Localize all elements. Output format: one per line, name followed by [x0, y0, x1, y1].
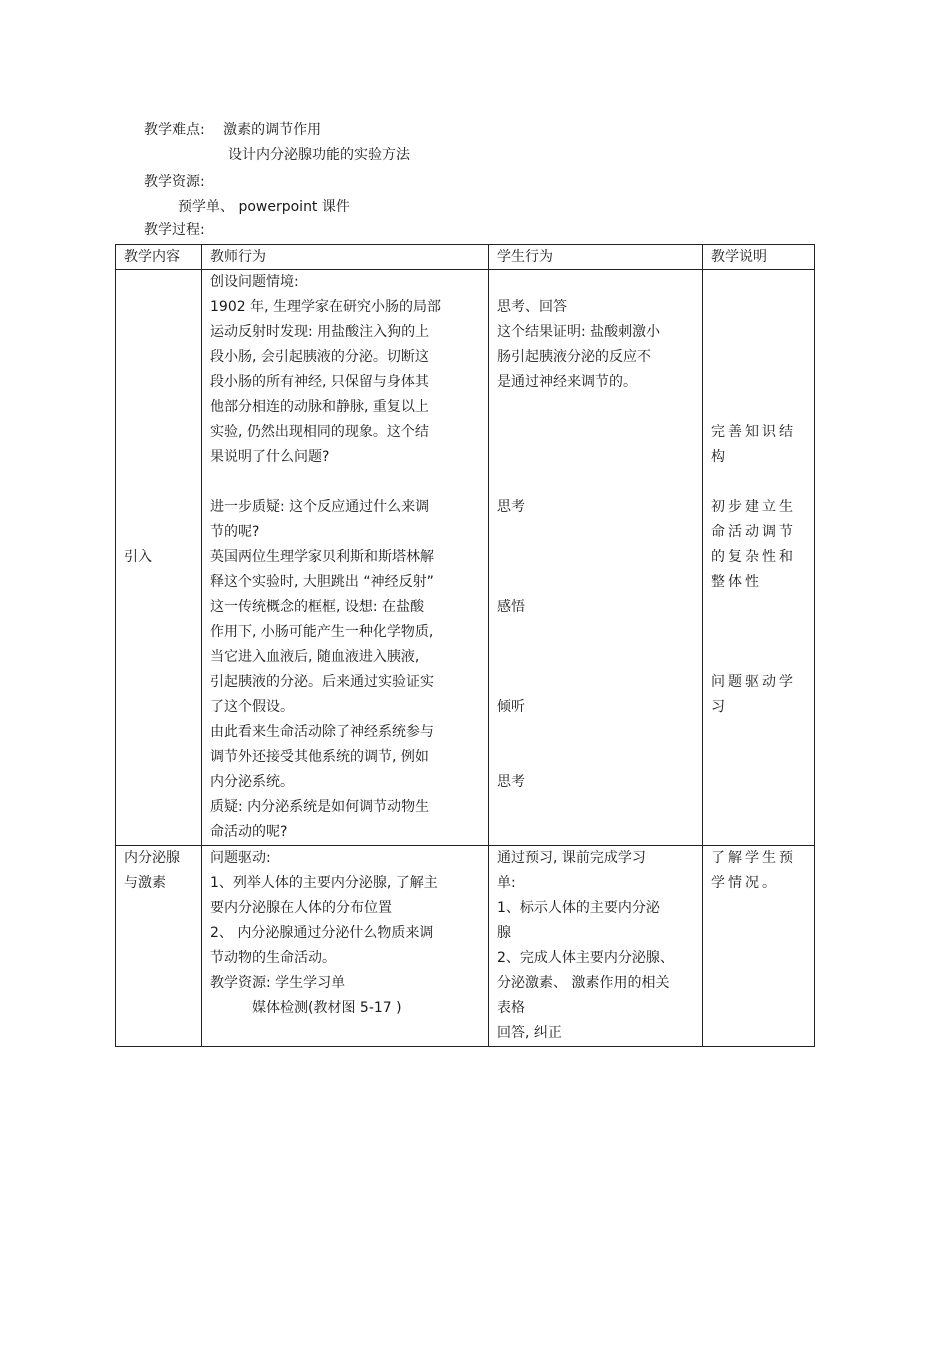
cell-line — [497, 270, 694, 295]
cell-line — [711, 620, 806, 645]
header-student: 学生行为 — [489, 245, 703, 270]
cell-line: 思考 — [497, 774, 525, 790]
cell-line — [711, 645, 806, 670]
cell-line — [497, 520, 694, 545]
cell-line — [711, 345, 806, 370]
row2-notes — [703, 846, 815, 1047]
cell-line: 通过预习, 课前完成学习 — [497, 850, 646, 866]
cell-line: 段小肠的所有神经, 只保留与身体其 — [210, 374, 429, 390]
row1-content: 引入 — [116, 270, 202, 846]
cell-line: 2、完成人体主要内分泌腺、 — [497, 950, 674, 966]
header-content: 教学内容 — [116, 245, 202, 270]
cell-line — [497, 570, 694, 595]
cell-line: 媒体检测(教材图 5-17 ) — [210, 1000, 402, 1016]
cell-line — [711, 295, 806, 320]
cell-line: 问题驱动学 — [711, 674, 796, 690]
header-notes: 教学说明 — [703, 245, 815, 270]
cell-line: 肠引起胰液分泌的反应不 — [497, 349, 651, 365]
cell-line: 1902 年, 生理学家在研究小肠的局部 — [210, 299, 441, 315]
cell-line: 学情况。 — [711, 875, 779, 891]
row1-student — [489, 270, 703, 846]
cell-line — [497, 545, 694, 570]
cell-line: 调节外还接受其他系统的调节, 例如 — [210, 749, 429, 765]
cell-line: 整体性 — [711, 574, 762, 590]
table-row — [116, 270, 815, 846]
cell-line: 这个结果证明: 盐酸刺激小 — [497, 324, 661, 340]
cell-line — [497, 420, 694, 445]
cell-line: 与激素 — [124, 875, 166, 891]
cell-line: 单: — [497, 875, 516, 891]
cell-line: 了这个假设。 — [210, 699, 294, 715]
cell-line: 分泌激素、 激素作用的相关 — [497, 975, 670, 991]
table-header-row — [116, 245, 815, 270]
resources-value: 预学单、 powerpoint 课件 — [178, 199, 350, 215]
row1-notes — [703, 270, 815, 846]
cell-line — [497, 470, 694, 495]
cell-line — [711, 595, 806, 620]
cell-line: 命活动调节 — [711, 524, 796, 540]
cell-line: 表格 — [497, 1000, 525, 1016]
cell-line: 了解学生预 — [711, 850, 796, 866]
cell-line: 内分泌系统。 — [210, 774, 294, 790]
cell-line: 是通过神经来调节的。 — [497, 374, 637, 390]
cell-line: 作用下, 小肠可能产生一种化学物质, — [210, 624, 434, 640]
cell-line — [711, 270, 806, 295]
cell-line: 质疑: 内分泌系统是如何调节动物生 — [210, 799, 430, 815]
resources-label: 教学资源: — [144, 174, 205, 190]
header-teacher: 教师行为 — [202, 245, 489, 270]
row2-teacher — [202, 846, 489, 1047]
cell-line — [497, 720, 694, 745]
cell-line: 习 — [711, 699, 728, 715]
cell-line — [711, 470, 806, 495]
cell-line: 创设问题情境: — [210, 274, 299, 290]
cell-line — [497, 645, 694, 670]
cell-line: 2、 内分泌腺通过分泌什么物质来调 — [210, 925, 434, 941]
cell-line: 英国两位生理学家贝利斯和斯塔林解 — [210, 549, 434, 565]
cell-line — [497, 620, 694, 645]
cell-line — [711, 395, 806, 420]
cell-line — [497, 745, 694, 770]
cell-line — [497, 395, 694, 420]
cell-line: 进一步质疑: 这个反应通过什么来调 — [210, 499, 430, 515]
cell-line: 回答, 纠正 — [497, 1025, 562, 1041]
cell-line: 初步建立生 — [711, 499, 796, 515]
cell-line: 1、列举人体的主要内分泌腺, 了解主 — [210, 875, 438, 891]
cell-line: 的复杂性和 — [711, 549, 796, 565]
cell-line: 思考、回答 — [497, 299, 567, 315]
process-label: 教学过程: — [144, 222, 205, 238]
cell-line: 由此看来生命活动除了神经系统参与 — [210, 724, 434, 740]
row2-content — [116, 846, 202, 1047]
cell-line: 他部分相连的动脉和静脉, 重复以上 — [210, 399, 429, 415]
cell-line: 段小肠, 会引起胰液的分泌。切断这 — [210, 349, 429, 365]
cell-line — [497, 670, 694, 695]
table-row — [116, 846, 815, 1047]
cell-line: 这一传统概念的框框, 设想: 在盐酸 — [210, 599, 425, 615]
cell-line — [210, 470, 480, 495]
cell-line: 1、标示人体的主要内分泌 — [497, 900, 660, 916]
cell-line: 教学资源: 学生学习单 — [210, 975, 346, 991]
cell-line: 当它进入血液后, 随血液进入胰液, — [210, 649, 420, 665]
cell-line: 节的呢? — [210, 524, 260, 540]
difficulty-label: 教学难点: — [144, 122, 205, 138]
difficulty-row — [144, 120, 321, 140]
cell-line: 完善知识结 — [711, 424, 796, 440]
difficulty-line2: 设计内分泌腺功能的实验方法 — [228, 147, 410, 163]
cell-line: 倾听 — [497, 699, 525, 715]
cell-line: 要内分泌腺在人体的分布位置 — [210, 900, 392, 916]
cell-line: 实验, 仍然出现相同的现象。这个结 — [210, 424, 429, 440]
row2-student — [489, 846, 703, 1047]
cell-line: 释这个实验时, 大胆跳出 “神经反射” — [210, 574, 434, 590]
cell-line: 果说明了什么问题? — [210, 449, 330, 465]
cell-line — [711, 370, 806, 395]
cell-line: 思考 — [497, 499, 525, 515]
cell-line: 节动物的生命活动。 — [210, 950, 336, 966]
cell-line: 引起胰液的分泌。后来通过实验证实 — [210, 674, 434, 690]
cell-line: 构 — [711, 449, 728, 465]
cell-line: 命活动的呢? — [210, 824, 288, 840]
cell-line — [711, 320, 806, 345]
cell-line: 运动反射时发现: 用盐酸注入狗的上 — [210, 324, 430, 340]
cell-line: 感悟 — [497, 599, 525, 615]
lesson-plan-table — [115, 244, 815, 1047]
cell-line: 内分泌腺 — [124, 850, 180, 866]
difficulty-line1: 激素的调节作用 — [223, 122, 322, 138]
cell-line: 问题驱动: — [210, 850, 271, 866]
row1-teacher — [202, 270, 489, 846]
cell-line — [497, 445, 694, 470]
cell-line: 腺 — [497, 925, 511, 941]
